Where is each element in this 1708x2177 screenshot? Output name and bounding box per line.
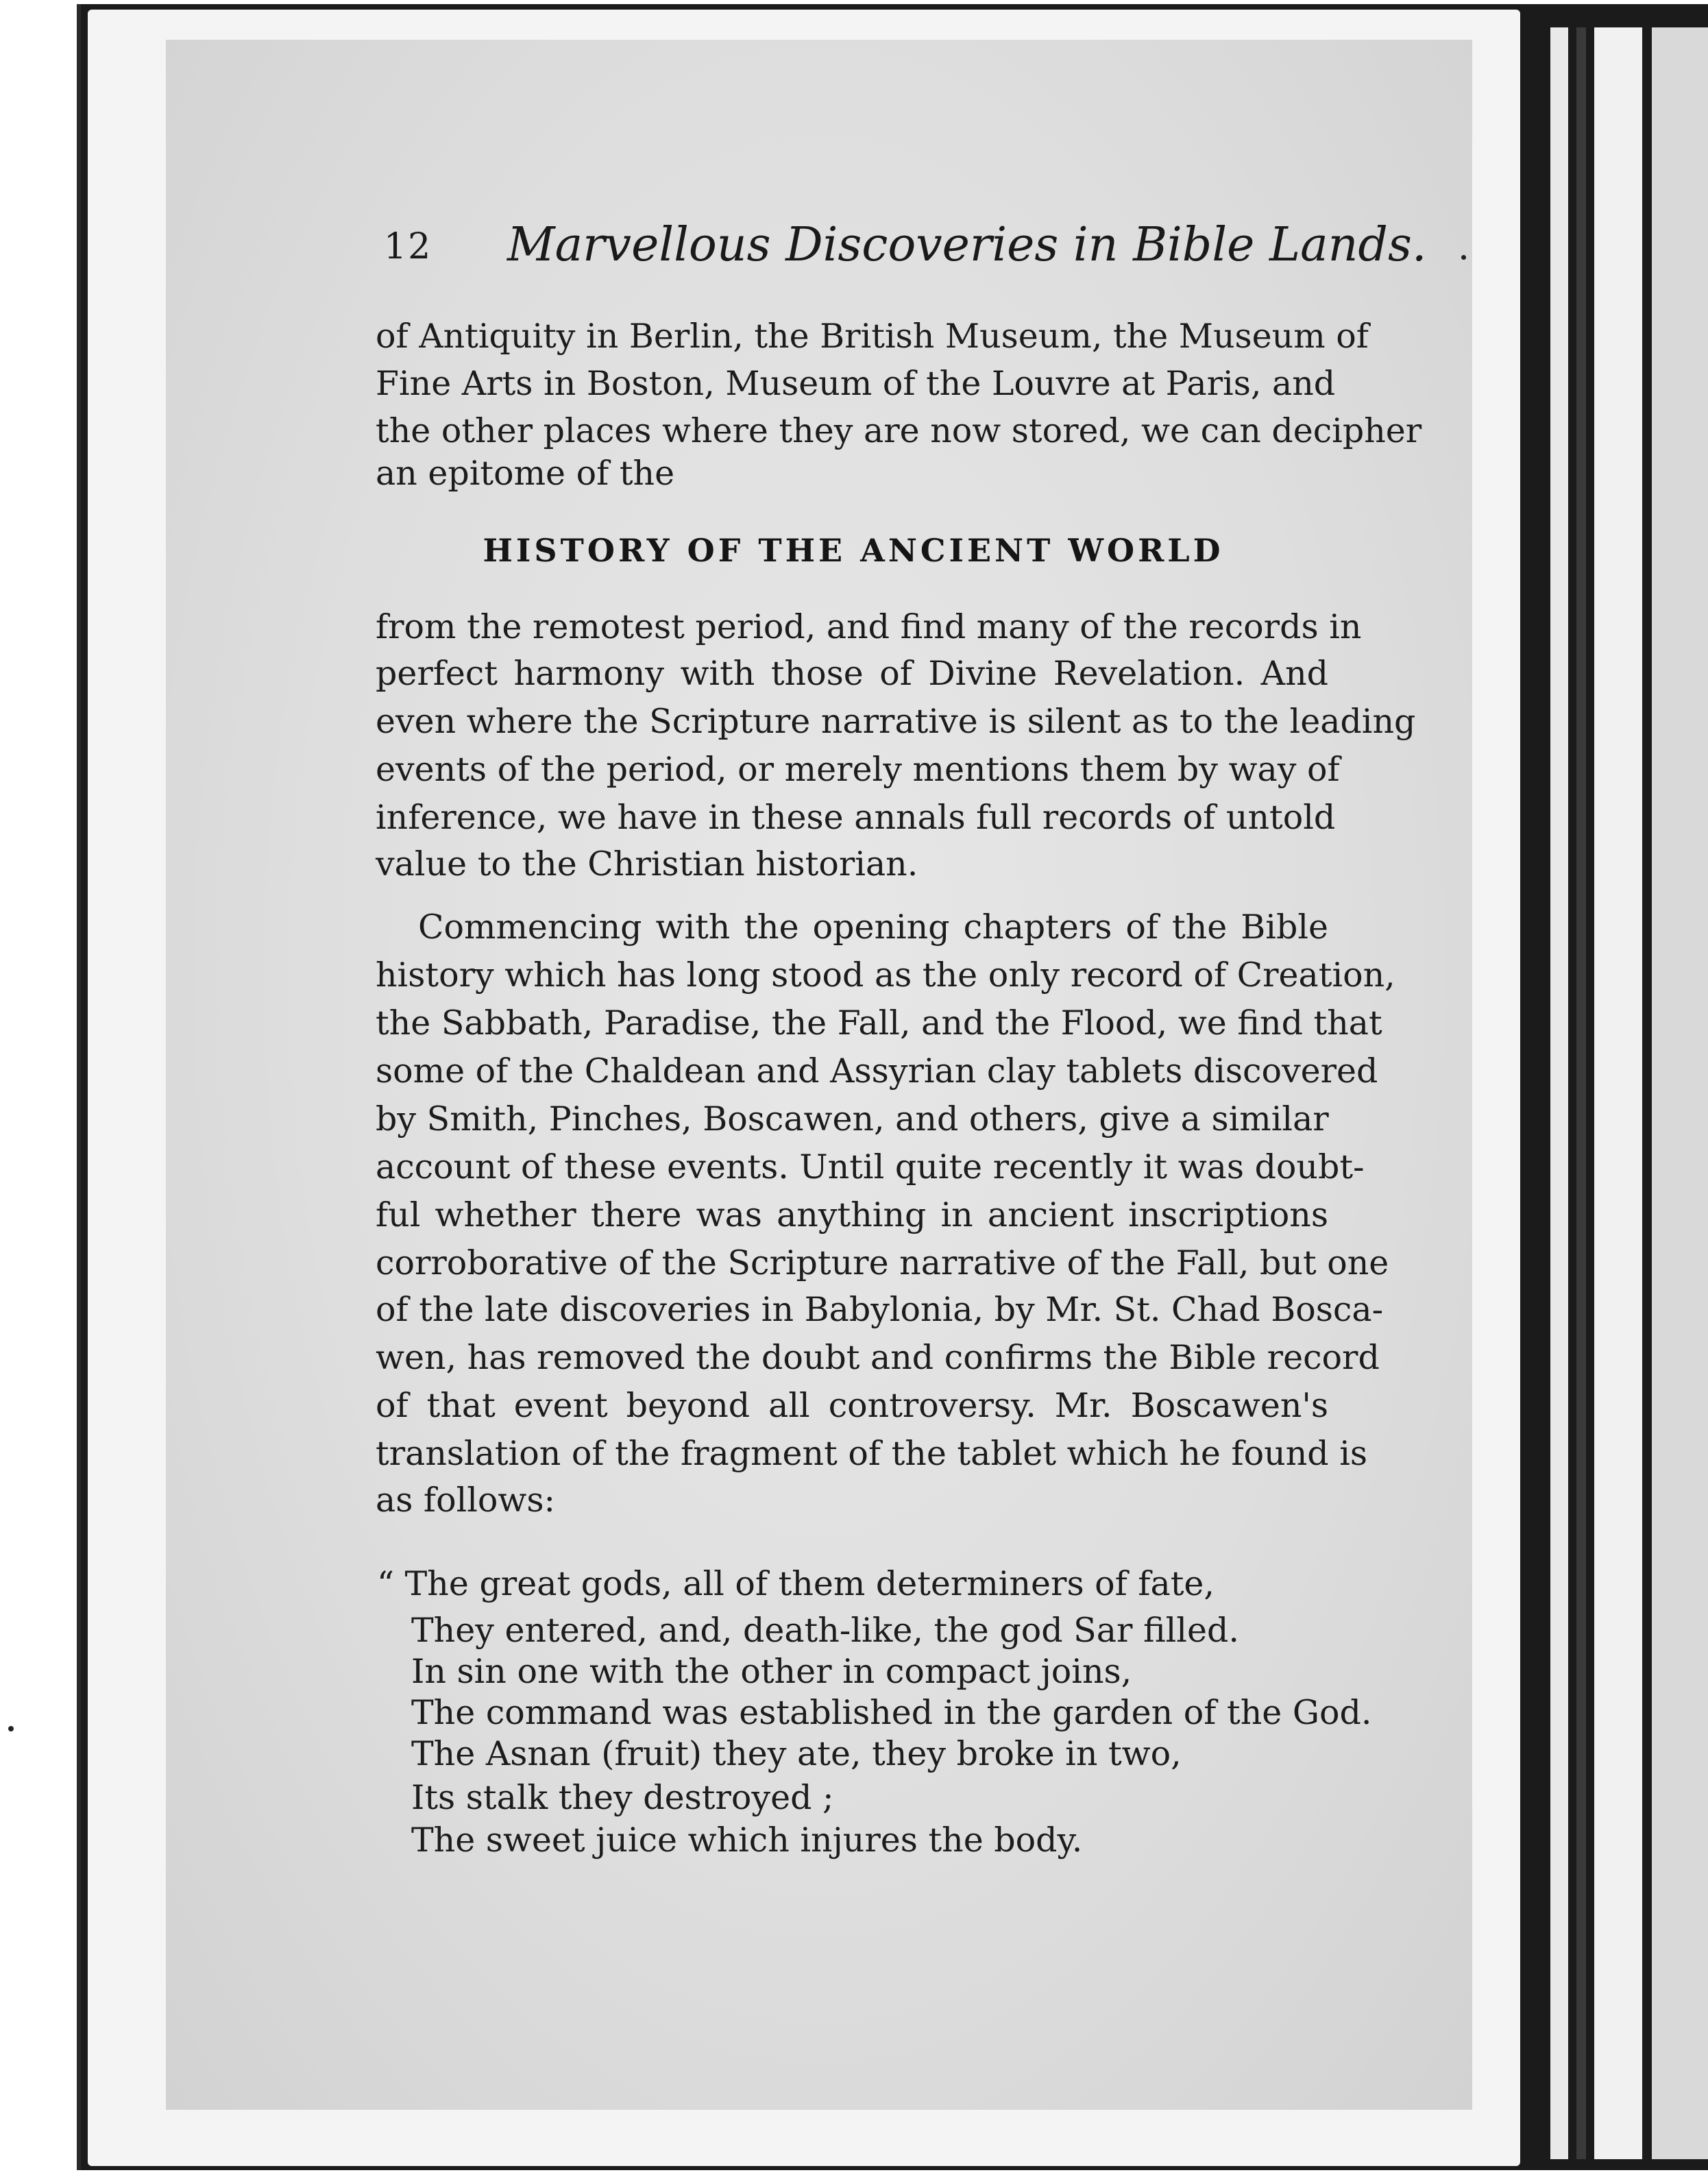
text-line: value to the Christian historian. [376,844,918,884]
verse-line: “ The great gods, all of them determiners of fate, [377,1564,1215,1603]
text-line: an epitome of the [376,454,675,493]
verse-line: In sin one with the other in compact joins, [411,1652,1132,1691]
text-line: the other places where they are now stored, we can decipher [376,411,1422,450]
text-line: from the remotest period, and find many of the records in [376,607,1362,646]
text-line: perfect harmony with those of Divine Revelation. And [376,654,1328,693]
text-line: corroborative of the Scripture narrative of the Fall, but one [376,1243,1389,1282]
text-line: even where the Scripture narrative is silent as to the leading [376,702,1416,741]
text-line: history which has long stood as the only record of Creation, [376,956,1395,995]
text-line: Commencing with the opening chapters of the Bible [418,908,1328,947]
text-line: ful whether there was anything in ancient inscriptions [376,1195,1328,1235]
text-line: the Sabbath, Paradise, the Fall, and the Flood, we find that [376,1004,1382,1043]
text-line: of that event beyond all controversy. Mr. Boscawen's [376,1386,1328,1425]
text-line: inference, we have in these annals full records of untold [376,798,1336,837]
scan-edge [77,4,81,2170]
scan-speck [1461,255,1466,260]
section-heading: HISTORY OF THE ANCIENT WORLD [483,532,1224,569]
text-line: some of the Chaldean and Assyrian clay tablets discovered [376,1051,1378,1091]
text-line: of the late discoveries in Babylonia, by Mr. St. Chad Bosca- [376,1290,1384,1329]
verse-line: The Asnan (fruit) they ate, they broke in two, [411,1734,1182,1773]
book-gutter [1576,27,1586,2159]
running-header [384,218,1427,293]
text-line: by Smith, Pinches, Boscawen, and others, give a similar [376,1099,1329,1139]
verse-line: The command was established in the garden of the God. [411,1693,1372,1732]
text-line: translation of the fragment of the tablet which he found is [376,1434,1368,1473]
text-line: events of the period, or merely mentions them by way of [376,750,1340,789]
text-line: account of these events. Until quite recently it was doubt- [376,1147,1365,1187]
verse-line: The sweet juice which injures the body. [411,1821,1083,1860]
scan-speck [8,1726,14,1731]
facing-page-edge [1594,27,1642,2159]
text-line: Fine Arts in Boston, Museum of the Louvre at Paris, and [376,364,1336,403]
running-title: Marvellous Discoveries in Bible Lands. [507,218,1427,272]
page-edge-strip [1550,27,1568,2159]
text-line: as follows: [376,1481,556,1520]
facing-page-margin [1652,27,1708,2159]
verse-line: They entered, and, death-like, the god Sar filled. [411,1611,1239,1650]
text-line: wen, has removed the doubt and confirms the Bible record [376,1338,1380,1377]
verse-line: Its stalk they destroyed ; [411,1778,834,1817]
page-number: 12 [384,226,432,267]
text-line: of Antiquity in Berlin, the British Museum, the Museum of [376,317,1369,356]
